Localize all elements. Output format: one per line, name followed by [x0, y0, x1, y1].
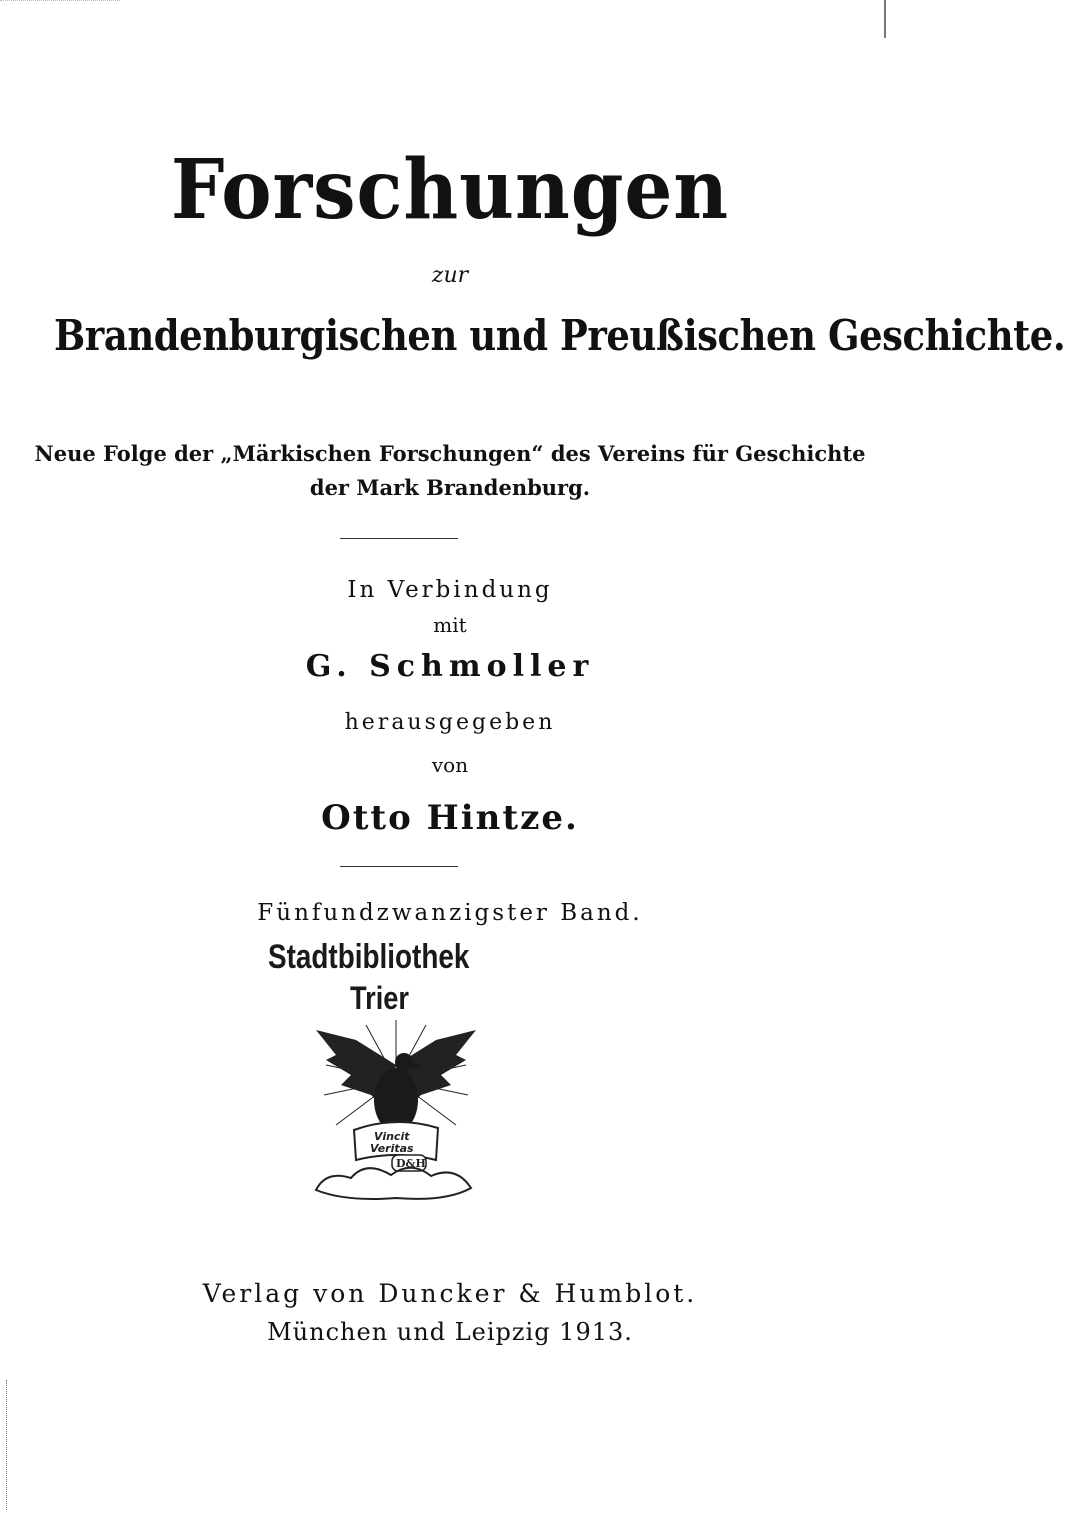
- logo-initials: D&H: [396, 1157, 426, 1170]
- publisher-eagle-logo: [296, 1010, 496, 1210]
- logo-motto-word-2: Veritas: [370, 1142, 414, 1155]
- series-note-line-2: der Mark Brandenburg.: [309, 475, 591, 500]
- divider-rule: [340, 538, 458, 539]
- series-note-line-1: Neue Folge der „Märkischen Forschungen“ des Vereins für Geschichte: [34, 441, 866, 466]
- scan-edge-dots: [6, 1380, 9, 1510]
- collaborator-name: G. Schmoller: [305, 649, 595, 684]
- divider-rule: [340, 866, 458, 867]
- mit-text: mit: [433, 613, 467, 637]
- von-text: von: [431, 753, 469, 777]
- book-subtitle: Brandenburgischen und Preußischen Geschichte.: [54, 311, 1065, 360]
- scan-edge-mark: [884, 0, 886, 38]
- library-stamp-line-2: Trier: [350, 980, 409, 1016]
- place-and-year: München und Leipzig 1913.: [267, 1318, 633, 1346]
- editor-name: Otto Hintze.: [321, 798, 579, 838]
- book-title: Forschungen: [170, 142, 730, 238]
- library-stamp-line-1: Stadtbibliothek: [268, 938, 470, 976]
- volume-label: Fünfundzwanzigster Band.: [257, 900, 643, 926]
- publisher-name: Verlag von Duncker & Humblot.: [202, 1279, 698, 1308]
- herausgegeben-text: herausgegeben: [344, 710, 556, 735]
- in-verbindung-text: In Verbindung: [347, 577, 553, 603]
- title-connector: zur: [431, 263, 469, 288]
- logo-motto-word-1: Vincit: [374, 1130, 410, 1143]
- dotted-divider: [0, 0, 120, 3]
